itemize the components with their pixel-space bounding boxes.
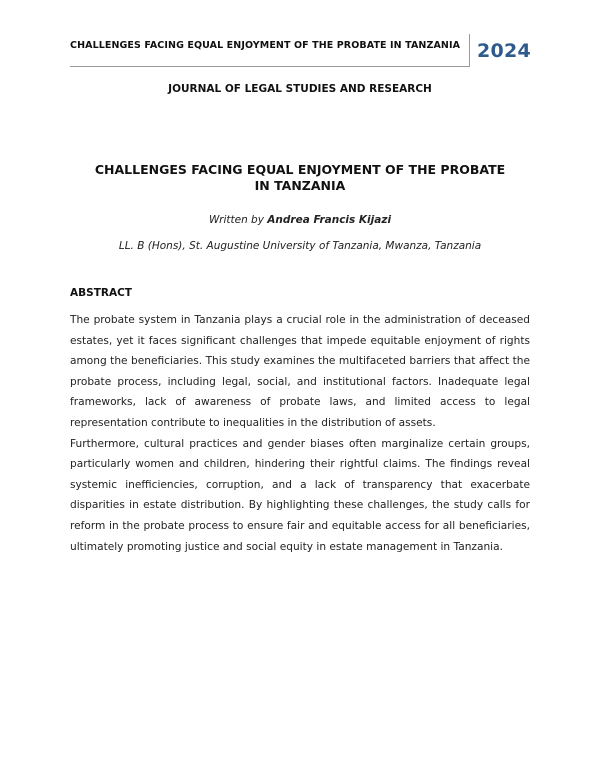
header-rule bbox=[70, 66, 470, 67]
author-affiliation: LL. B (Hons), St. Augustine University of Tanzania, Mwanza, Tanzania bbox=[118, 240, 482, 252]
byline-prefix: Written by bbox=[208, 214, 268, 226]
byline bbox=[0, 214, 600, 226]
abstract-paragraph: The probate system in Tanzania plays a crucial role in the administration of deceased estates, yet it faces significant challenges that impede equitable enjoyment of rights among the beneficiaries. This study examines the multifaceted barriers that affect the probate process, including legal, social, and institutional factors. Inadequate legal frameworks, lack of awareness of probate laws, and limited access to legal representation contribute to inequalities in the distribution of assets. bbox=[70, 314, 530, 429]
author-name: Andrea Francis Kijazi bbox=[267, 214, 392, 226]
abstract-paragraph: Furthermore, cultural practices and gender biases often marginalize certain groups, particularly women and children, hindering their rightful claims. The findings reveal systemic inefficiencies, corruption, and a lack of transparency that exacerbate disparities in estate distribution. By highlighting these challenges, the study calls for reform in the probate process to ensure fair and equitable access for all beneficiaries, ultimately promoting justice and social equity in estate management in Tanzania. bbox=[70, 437, 530, 553]
publication-year: 2024 bbox=[477, 40, 532, 62]
paper-title: CHALLENGES FACING EQUAL ENJOYMENT OF THE PROBATE IN TANZANIA bbox=[94, 162, 506, 193]
abstract-heading: ABSTRACT bbox=[70, 287, 132, 299]
abstract-body bbox=[70, 310, 530, 557]
journal-name: JOURNAL OF LEGAL STUDIES AND RESEARCH bbox=[168, 83, 432, 95]
running-header-title: CHALLENGES FACING EQUAL ENJOYMENT OF THE PROBATE IN TANZANIA bbox=[70, 40, 461, 51]
header-divider bbox=[469, 34, 470, 67]
